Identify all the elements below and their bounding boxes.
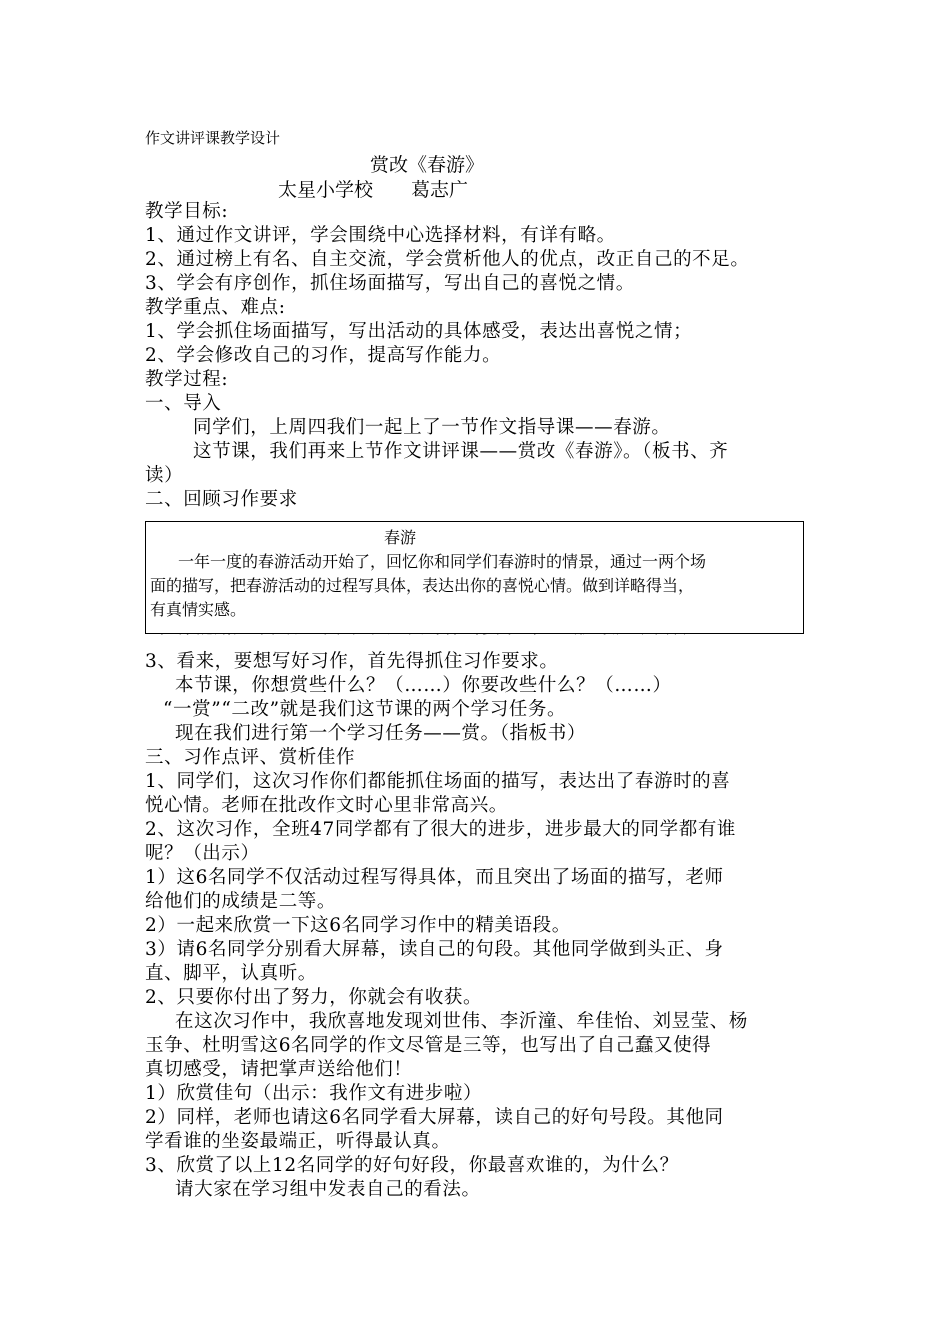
paragraph-line: 现在我们进行第一个学习任务——赏。（指板书） — [175, 723, 586, 744]
process-continued — [145, 650, 813, 1202]
lesson-title: 赏改《春游》 — [370, 154, 485, 176]
paragraph-line: 玉争、杜明雪这6名同学的作文尽管是三等，也写出了自己蠢又使得 — [145, 1035, 712, 1056]
assignment-box-title: 春游 — [384, 528, 417, 547]
paragraph-line: 1）欣赏佳句（出示：我作文有进步啦） — [145, 1083, 483, 1104]
paragraph-line: 读） — [145, 465, 184, 486]
step-heading-appreciation: 三、习作点评、赏析佳作 — [145, 747, 356, 768]
paragraph-line: “一赏”“二改”就是我们这节课的两个学习任务。 — [163, 699, 567, 720]
paragraph-line: 本节课，你想赏些什么？（……）你要改些什么？（……） — [175, 675, 672, 696]
author-byline: 太星小学校 葛志广 — [278, 179, 469, 201]
heading-objectives: 教学目标: — [145, 201, 229, 222]
assignment-line: 一年一度的春游活动开始了，回忆你和同学们春游时的情景，通过一两个场 — [178, 552, 707, 571]
paragraph-line: 2）一起来欣赏一下这6名同学习作中的精美语段。 — [145, 915, 571, 936]
paragraph-line: 3、欣赏了以上12名同学的好句好段，你最喜欢谁的，为什么？ — [145, 1155, 679, 1176]
step-heading-review: 二、回顾习作要求 — [145, 489, 298, 510]
paragraph-line: 1）这6名同学不仅活动过程写得具体，而且突出了场面的描写，老师 — [145, 867, 724, 888]
assignment-box — [145, 521, 804, 634]
paragraph-line: 2、这次习作，全班47同学都有了很大的进步，进步最大的同学都有谁 — [145, 819, 737, 840]
key-point-item: 1、学会抓住场面描写，写出活动的具体感受，表达出喜悦之情； — [145, 321, 693, 342]
objective-item: 1、通过作文讲评，学会围绕中心选择材料，有详有略。 — [145, 225, 616, 246]
paragraph-line: 1、同学们，这次习作你们都能抓住场面的描写，表达出了春游时的喜 — [145, 771, 731, 792]
paragraph-line: 这节课，我们再来上节作文讲评课——赏改《春游》。（板书、齐 — [193, 441, 729, 462]
paragraph-line: 请大家在学习组中发表自己的看法。 — [175, 1179, 481, 1200]
paragraph-line: 学看谁的坐姿最端正，听得最认真。 — [145, 1131, 451, 1152]
paragraph-line: 2）同样，老师也请这6名同学看大屏幕，读自己的好句号段。其他同 — [145, 1107, 724, 1128]
objective-item: 2、通过榜上有名、自主交流，学会赏析他人的优点，改正自己的不足。 — [145, 249, 750, 270]
heading-process: 教学过程: — [145, 369, 229, 390]
assignment-line: 面的描写，把春游活动的过程写具体，表达出你的喜悦心情。做到详略得当， — [150, 576, 695, 595]
objective-item: 3、学会有序创作，抓住场面描写，写出自己的喜悦之情。 — [145, 273, 635, 294]
assignment-line: 有真情实感。 — [150, 600, 247, 619]
heading-key-points: 教学重点、难点: — [145, 297, 286, 318]
paragraph-line: 真切感受，请把掌声送给他们！ — [145, 1059, 413, 1080]
paragraph-line: 在这次习作中，我欣喜地发现刘世伟、李沂潼、牟佳怡、刘昱莹、杨 — [175, 1011, 749, 1032]
paragraph-line: 3）请6名同学分别看大屏幕，读自己的句段。其他同学做到头正、身 — [145, 939, 724, 960]
step-heading-intro: 一、导入 — [145, 393, 222, 414]
paragraph-line: 2、只要你付出了努力，你就会有收获。 — [145, 987, 483, 1008]
document-label: 作文讲评课教学设计 — [145, 129, 281, 147]
paragraph-line: 直、脚平，认真听。 — [145, 963, 317, 984]
paragraph-line: 同学们，上周四我们一起上了一节作文指导课——春游。 — [193, 417, 671, 438]
paragraph-line: 呢？（出示） — [145, 843, 260, 864]
paragraph-line: 3、看来，要想写好习作，首先得抓住习作要求。 — [145, 651, 559, 672]
paragraph-line: 悦心情。老师在批改作文时心里非常高兴。 — [145, 795, 508, 816]
objectives-and-intro — [145, 200, 813, 512]
assignment-box-body — [150, 550, 800, 622]
paragraph-line: 给他们的成绩是二等。 — [145, 891, 337, 912]
key-point-item: 2、学会修改自己的习作，提高写作能力。 — [145, 345, 502, 366]
